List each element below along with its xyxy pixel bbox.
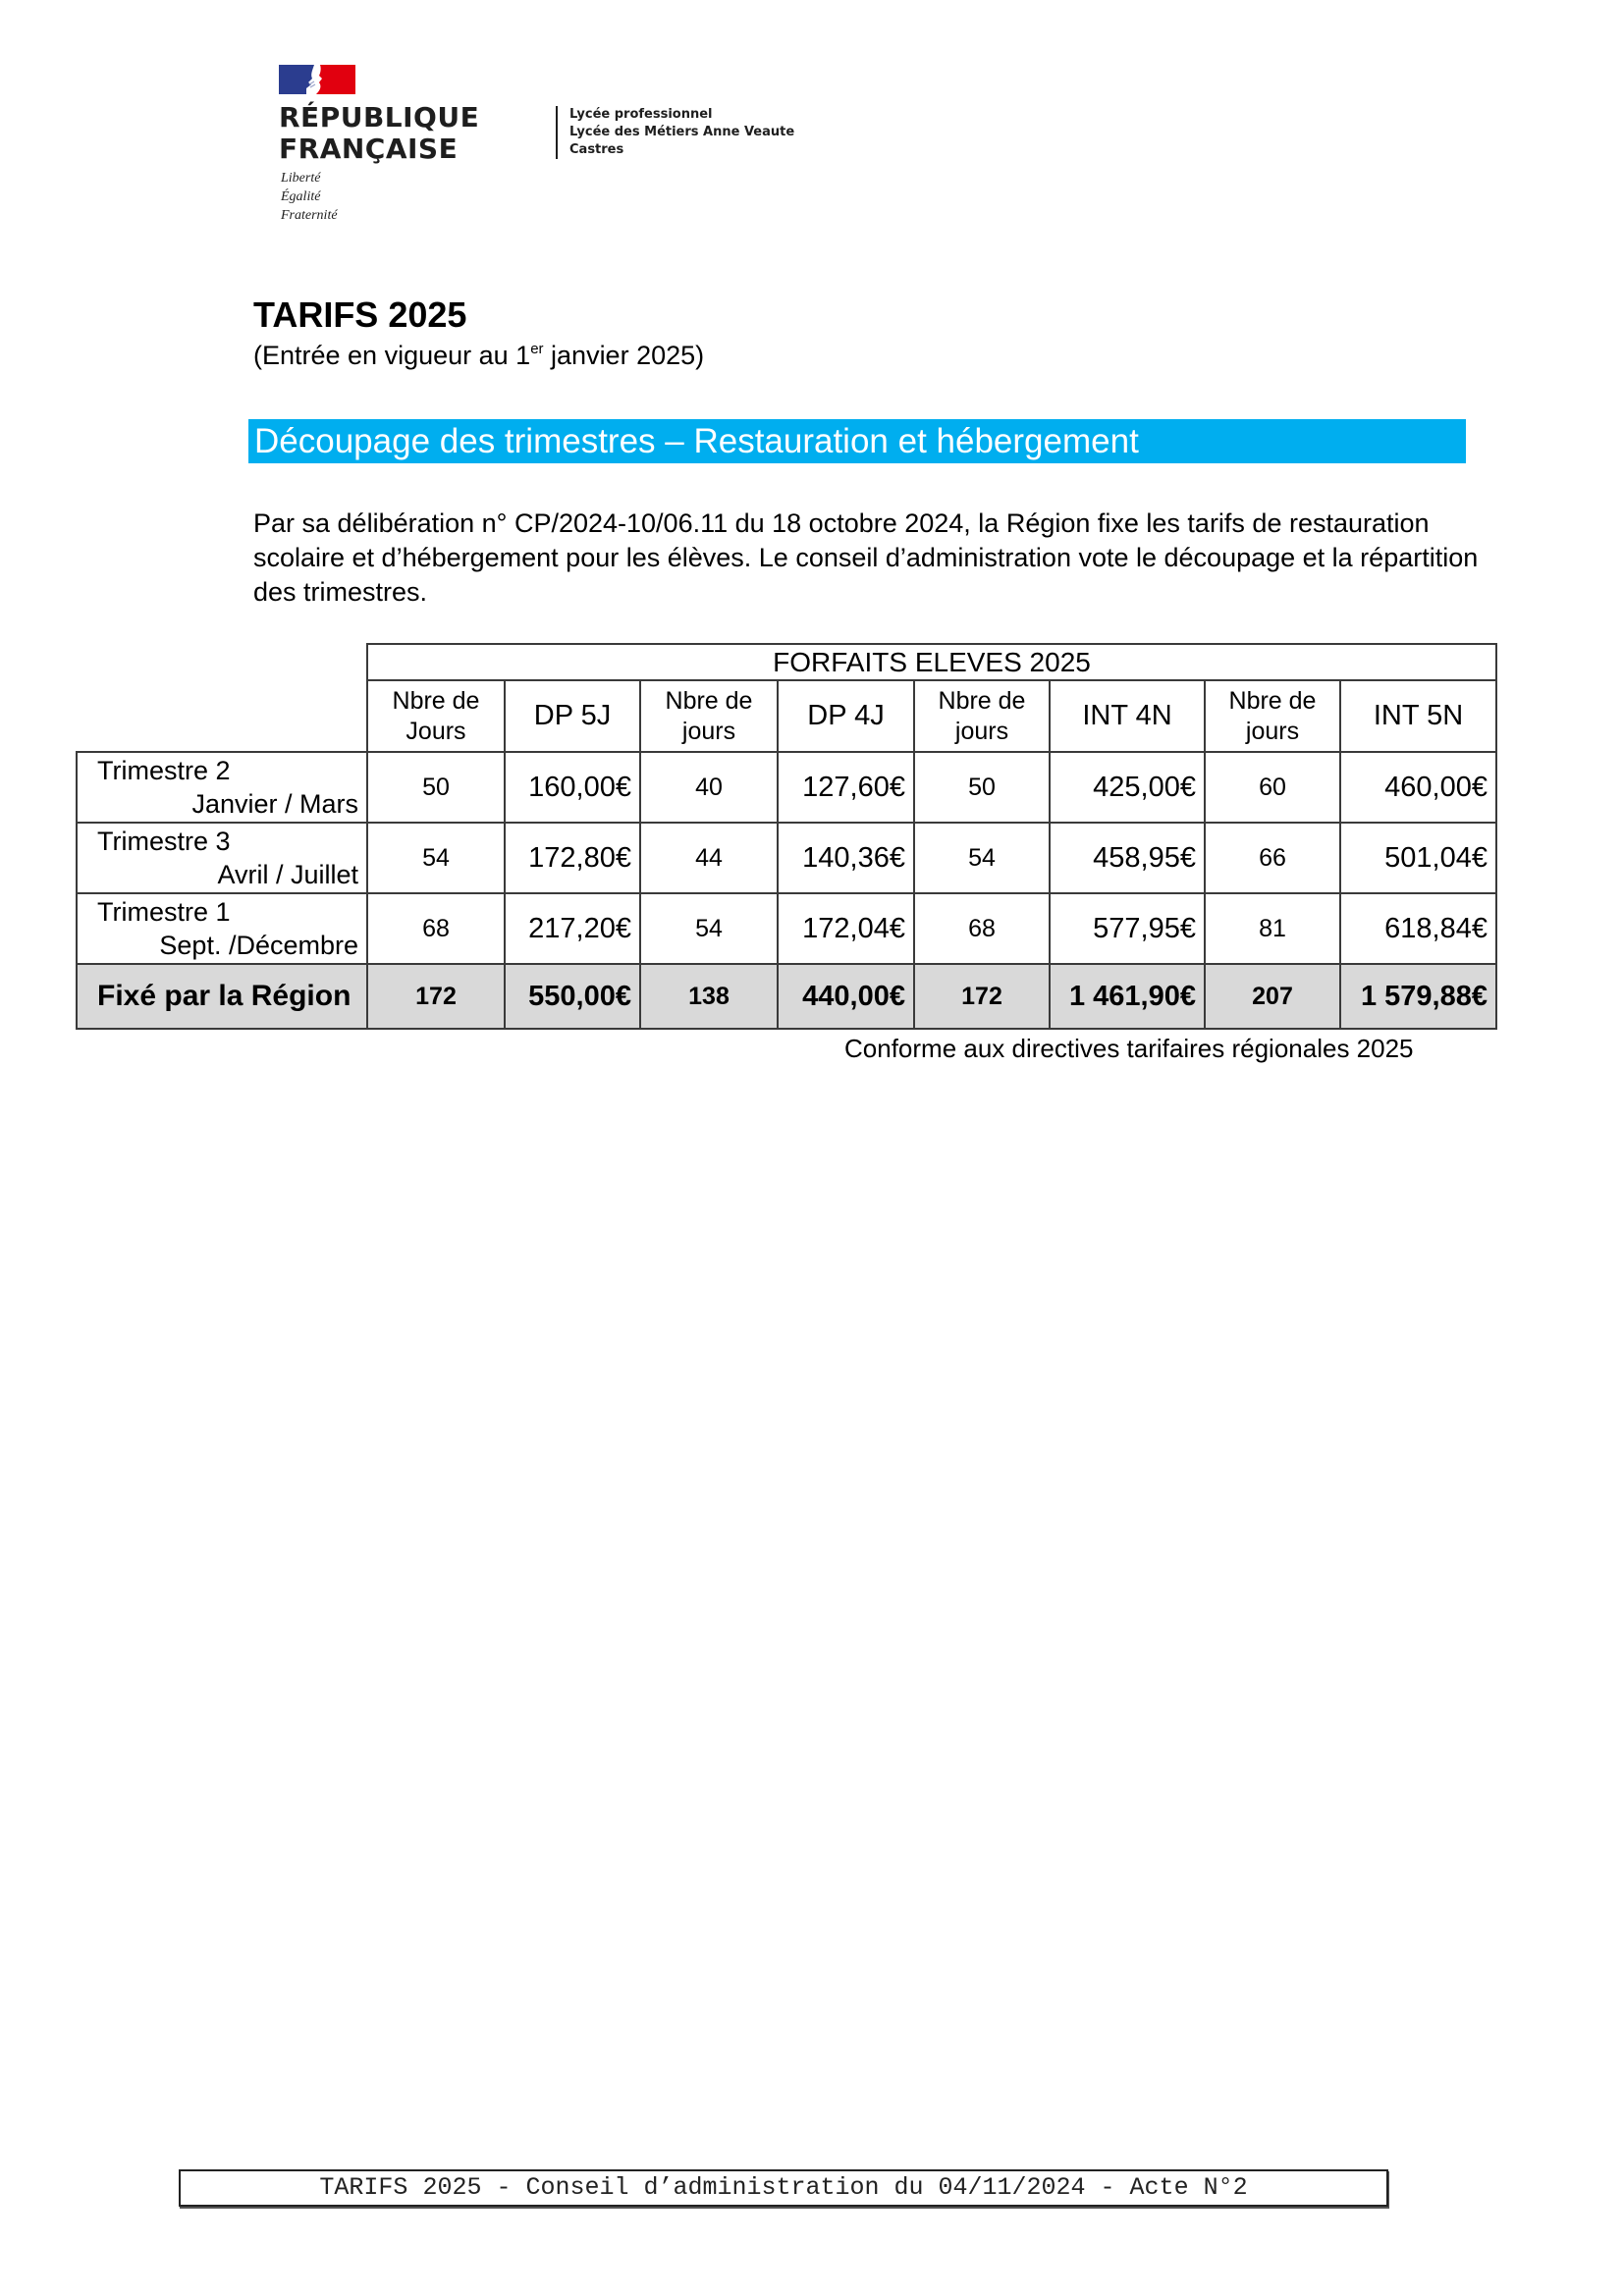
cell-days: 68 [367, 893, 505, 964]
col-header-dp4j: DP 4J [778, 680, 914, 752]
table-row [77, 893, 1496, 964]
col-header-days: Nbre de jours [914, 680, 1050, 752]
subtitle-text: (Entrée en vigueur au 1 [253, 341, 531, 370]
total-days: 207 [1205, 964, 1340, 1029]
motto-egalite: Égalité [281, 189, 321, 204]
total-price: 440,00€ [778, 964, 914, 1029]
table-corner-lower [77, 680, 367, 752]
table-row [77, 823, 1496, 893]
motto [281, 169, 338, 225]
cell-price: 172,80€ [505, 823, 640, 893]
tarifs-table [76, 643, 1497, 1030]
col-header-dp5j: DP 5J [505, 680, 640, 752]
cell-price: 501,04€ [1340, 823, 1496, 893]
col-header-days: Nbre de jours [1205, 680, 1340, 752]
subtitle-text-end: janvier 2025) [543, 341, 705, 370]
table-row [77, 752, 1496, 823]
total-label: Fixé par la Région [77, 964, 367, 1029]
table-corner [77, 644, 367, 680]
cell-days: 54 [640, 893, 778, 964]
total-price: 1 579,88€ [1340, 964, 1496, 1029]
school-type: Lycée professionnel [569, 107, 713, 122]
cell-days: 68 [914, 893, 1050, 964]
page-title: TARIFS 2025 [253, 294, 467, 335]
wordmark-line-2: FRANÇAISE [279, 133, 459, 165]
cell-days: 50 [367, 752, 505, 823]
row-label: Trimestre 3 Avril / Juillet [77, 823, 367, 893]
motto-liberte: Liberté [281, 171, 321, 186]
cell-price: 160,00€ [505, 752, 640, 823]
school-name: Lycée des Métiers Anne Veaute [569, 125, 795, 139]
cell-price: 618,84€ [1340, 893, 1496, 964]
school-city: Castres [569, 142, 624, 157]
cell-days: 44 [640, 823, 778, 893]
republique-francaise-logo [279, 65, 355, 94]
cell-price: 217,20€ [505, 893, 640, 964]
cell-price: 425,00€ [1050, 752, 1205, 823]
col-header-days: Nbre de jours [640, 680, 778, 752]
group-header: FORFAITS ELEVES 2025 [367, 644, 1496, 680]
cell-days: 81 [1205, 893, 1340, 964]
school-identity [556, 106, 794, 159]
wordmark-line-1: RÉPUBLIQUE [279, 101, 480, 133]
cell-days: 54 [914, 823, 1050, 893]
total-days: 138 [640, 964, 778, 1029]
cell-price: 458,95€ [1050, 823, 1205, 893]
cell-days: 60 [1205, 752, 1340, 823]
motto-fraternite: Fraternité [281, 208, 338, 223]
cell-price: 140,36€ [778, 823, 914, 893]
cell-days: 50 [914, 752, 1050, 823]
compliance-note: Conforme aux directives tarifaires régionales 2025 [844, 1034, 1414, 1063]
cell-price: 460,00€ [1340, 752, 1496, 823]
cell-days: 66 [1205, 823, 1340, 893]
page-footer: TARIFS 2025 - Conseil d’administration du 04/11/2024 - Acte N°2 [179, 2169, 1388, 2207]
page-subtitle [253, 340, 704, 371]
republique-francaise-wordmark [279, 102, 479, 165]
total-price: 550,00€ [505, 964, 640, 1029]
cell-price: 172,04€ [778, 893, 914, 964]
row-label: Trimestre 2 Janvier / Mars [77, 752, 367, 823]
intro-paragraph: Par sa délibération n° CP/2024-10/06.11 du 18 octobre 2024, la Région fixe les tarifs de restauration scolaire et d’hébergement pour les élèves. Le conseil d’administration vote le découpage et la répartition des trimestres. [253, 508, 1479, 607]
subtitle-superscript: er [530, 341, 544, 357]
total-days: 172 [914, 964, 1050, 1029]
cell-price: 577,95€ [1050, 893, 1205, 964]
row-label: Trimestre 1 Sept. /Décembre [77, 893, 367, 964]
col-header-int5n: INT 5N [1340, 680, 1496, 752]
section-banner: Découpage des trimestres – Restauration et hébergement [248, 419, 1466, 463]
flag-marianne-icon [279, 65, 355, 94]
cell-days: 54 [367, 823, 505, 893]
table-total-row [77, 964, 1496, 1029]
cell-price: 127,60€ [778, 752, 914, 823]
total-days: 172 [367, 964, 505, 1029]
cell-days: 40 [640, 752, 778, 823]
col-header-days: Nbre de Jours [367, 680, 505, 752]
total-price: 1 461,90€ [1050, 964, 1205, 1029]
col-header-int4n: INT 4N [1050, 680, 1205, 752]
